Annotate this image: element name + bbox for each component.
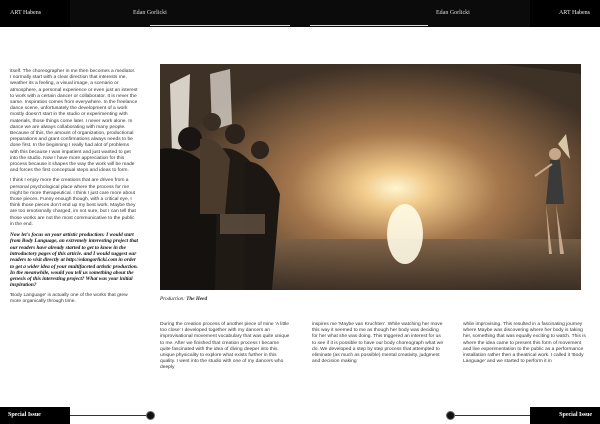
article-column-2	[160, 322, 290, 376]
performance-photo-illustration	[160, 64, 581, 290]
column-3-text: inspires me 'Maybe van Kruchten'. While watching her move this way it seemed to me as though her body was deciding for her what she was doing. This triggered an interest for us to see if it is possible to have our body choreograph what we do. We developed a step by step process that attempted to eliminate (as much as possible) mental creativity, judgment and decision making	[312, 322, 444, 365]
caption-prefix: Production:	[160, 296, 187, 302]
footer-label-left: Special Issue	[0, 407, 70, 424]
footer-bar	[0, 407, 600, 424]
author-name-right: Edan Gorlicki	[436, 10, 470, 16]
photo-caption	[160, 296, 207, 302]
page-marker-left-icon	[146, 411, 155, 420]
header-divider-right	[310, 25, 428, 26]
footer-label-right: Special Issue	[530, 407, 600, 424]
interview-answer: 'Body Language' is actually one of the works that grew more organically through time.	[10, 292, 128, 304]
header-bar	[0, 0, 600, 27]
interview-question: Now let's focus on your artistic production: I would start from Body Language, an extremely interesting project that our readers have already started to get to know in the introductory pages of this article. and I would suggest our readers to visit directly at http://edangorlicki.com in order to get a wider idea of your multifaceted artistic production. In the meanwhile, would you tell us something about the genesis of this interesting project? What was your initial inspiration?	[10, 232, 139, 289]
header-divider-left	[150, 25, 290, 26]
article-column-4	[463, 322, 587, 369]
paragraph-1: itself. The choreographer in me then becomes a mediator. I normally start with a clear direction that interests me, weather its a feeling, a visual image, a scenario or atmosphere, a personal experience or even just an interest to work with a certain dancer or collaborator. It is never the same. Inspiration comes from everywhere. In the freelance dance scene, unfortunately the development of a work mostly doesn't start in the studio or experimenting with materials, those things come later. I never work alone. In dance we are always collaborating with many people. Because of this, the amount of organization, productional preparations and grant confirmations always needs to be done first. In the beginning I really had alot of problems with this because I was impatient and just wanted to get into the studio. Now I have more appreciation for this process because it shapes the way the work will be made and forces the first conceptual steps and ideas to form.	[10, 69, 138, 174]
magazine-name-left: ART Habens	[0, 0, 70, 27]
page-marker-right-icon	[446, 411, 455, 420]
column-4-text: while improvising. This resulted in a fascinating journey where Maybe was discovering where her body is taking her, something that was equally exciting to watch. This is where the idea came to present this form of movement and live experimentation to the public as a performance installation rather then a theatrical work. I called it 'Body Language' and we started to perform it in	[463, 322, 586, 365]
magazine-name-right: ART Habens	[530, 0, 600, 27]
performance-photo	[160, 64, 581, 290]
author-name-left: Edan Gorlicki	[133, 10, 167, 16]
caption-title: The Heed	[186, 296, 208, 302]
footer-divider-right	[455, 415, 530, 416]
article-column-1	[10, 69, 138, 309]
paragraph-2: I think I enjoy more the creations that are driven from a personal psychological place where the process for me might be more therapeutical. I think I just care more about those pieces. Funny enough though, with a critical eye, I think those pieces don't end up my best work. Maybe they are too emotionally charged, im not sure, but I can tell that those works are not the most communicative to the public in the end.	[10, 178, 136, 227]
column-2-text: During the creation process of another piece of mine 'A little too close' I developed together with my dancers an improvisational movement vocabulary that was quite unique to me. After we finished that creation process I became quite fascinated with the idea of diving deeper into this unique physicality to explore what exists further in this quality. I went into the studio with one of my dancers who deeply	[160, 322, 290, 371]
article-column-3	[312, 322, 444, 369]
footer-divider-left	[70, 415, 146, 416]
